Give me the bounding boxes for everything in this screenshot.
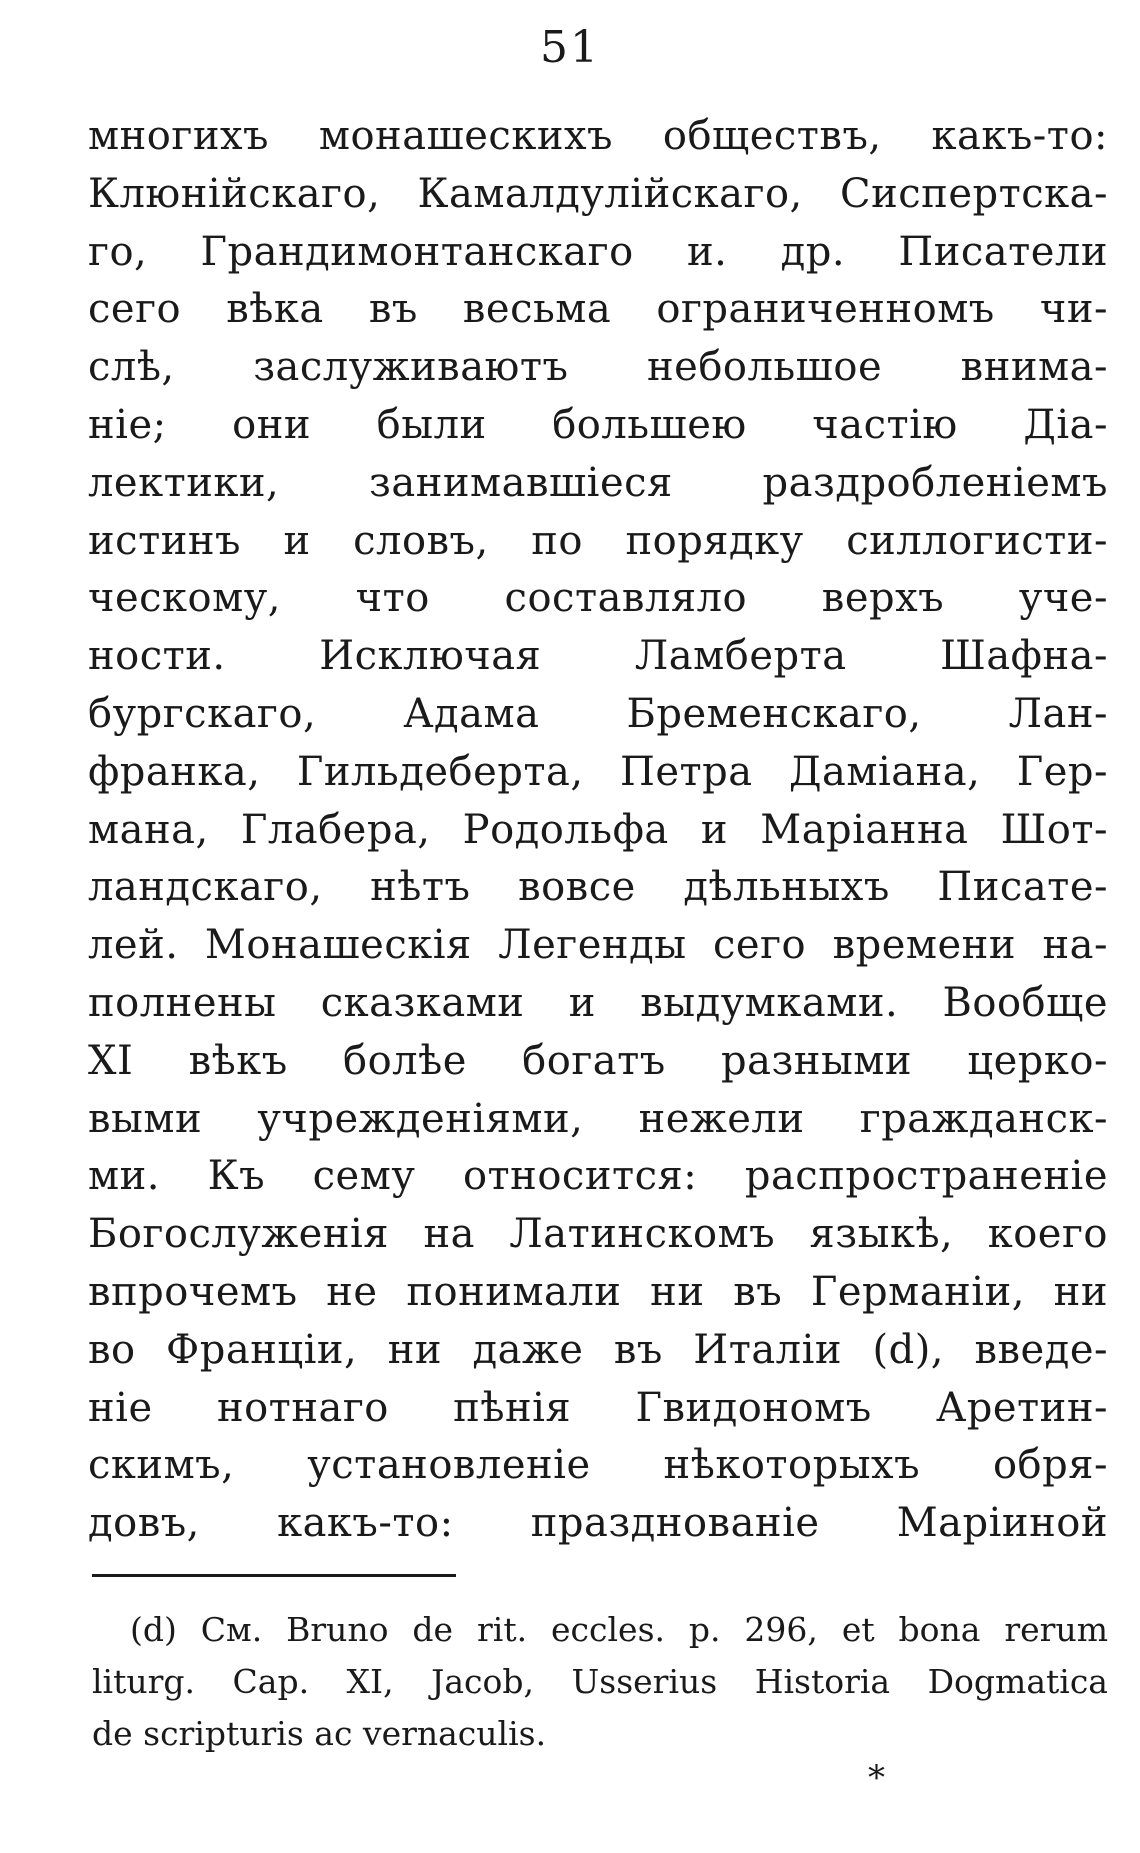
text-line: выми учрежденіями, нежели гражданск- — [88, 1095, 1108, 1142]
text-line: во Франціи, ни даже въ Италіи (d), введе- — [88, 1326, 1108, 1373]
text-line: ніе нотнаго пѣнія Гвидономъ Аретин- — [88, 1384, 1108, 1431]
text-line: довъ, какъ-то: празднованіе Маріиной — [88, 1500, 1108, 1547]
text-line: го, Грандимонтанскаго и. др. Писатели — [88, 228, 1108, 275]
text-line: ландскаго, нѣтъ вовсе дѣльныхъ Писате- — [88, 864, 1108, 911]
text-line: Богослуженія на Латинскомъ языкѣ, коего — [88, 1211, 1108, 1258]
text-line: скимъ, установленіе нѣкоторыхъ обря- — [88, 1442, 1108, 1489]
text-line: ми. Къ сему относится: распространеніе — [88, 1153, 1108, 1200]
text-line: полнены сказками и выдумками. Вообще — [88, 979, 1108, 1026]
footnote-line: de scripturis ac vernaculis. — [92, 1714, 547, 1753]
text-line: XI вѣкъ болѣе богатъ разными церко- — [88, 1037, 1108, 1084]
text-line: истинъ и словъ, по порядку силлогисти- — [88, 517, 1108, 564]
text-line: впрочемъ не понимали ни въ Германіи, ни — [88, 1268, 1108, 1315]
footnote-separator — [92, 1574, 456, 1577]
text-line: лей. Монашескія Легенды сего времени на- — [88, 922, 1108, 969]
page-number: 51 — [540, 22, 600, 73]
text-line: бургскаго, Адама Бременскаго, Лан- — [88, 690, 1108, 737]
text-line: франка, Гильдеберта, Петра Даміана, Гер- — [88, 748, 1108, 795]
text-line: лектики, занимавшіеся раздробленіемъ — [88, 459, 1108, 506]
text-line: сего вѣка въ весьма ограниченномъ чи- — [88, 286, 1108, 333]
text-line: ности. Исключая Ламберта Шафна- — [88, 633, 1108, 680]
signature-mark: * — [868, 1758, 885, 1798]
text-line: многихъ монашескихъ обществъ, какъ-то: — [88, 113, 1108, 159]
footnote — [92, 1604, 1108, 1760]
text-line: ніе; они были большею частію Діа- — [88, 401, 1108, 448]
text-line: ческому, что составляло верхъ уче- — [88, 575, 1108, 622]
text-line: мана, Глабера, Родольфа и Маріанна Шот- — [88, 806, 1108, 853]
text-line: слѣ, заслуживаютъ небольшое внима- — [88, 344, 1108, 391]
footnote-line: (d) См. Bruno de rit. eccles. p. 296, et bona rerum — [130, 1610, 1108, 1649]
text-line: Клюнійскаго, Камалдулійскаго, Сиспертска- — [88, 170, 1108, 217]
body-text — [88, 108, 1108, 1553]
footnote-line: liturg. Cap. XI, Jacob, Usserius Historia Dogmatica — [92, 1662, 1108, 1701]
